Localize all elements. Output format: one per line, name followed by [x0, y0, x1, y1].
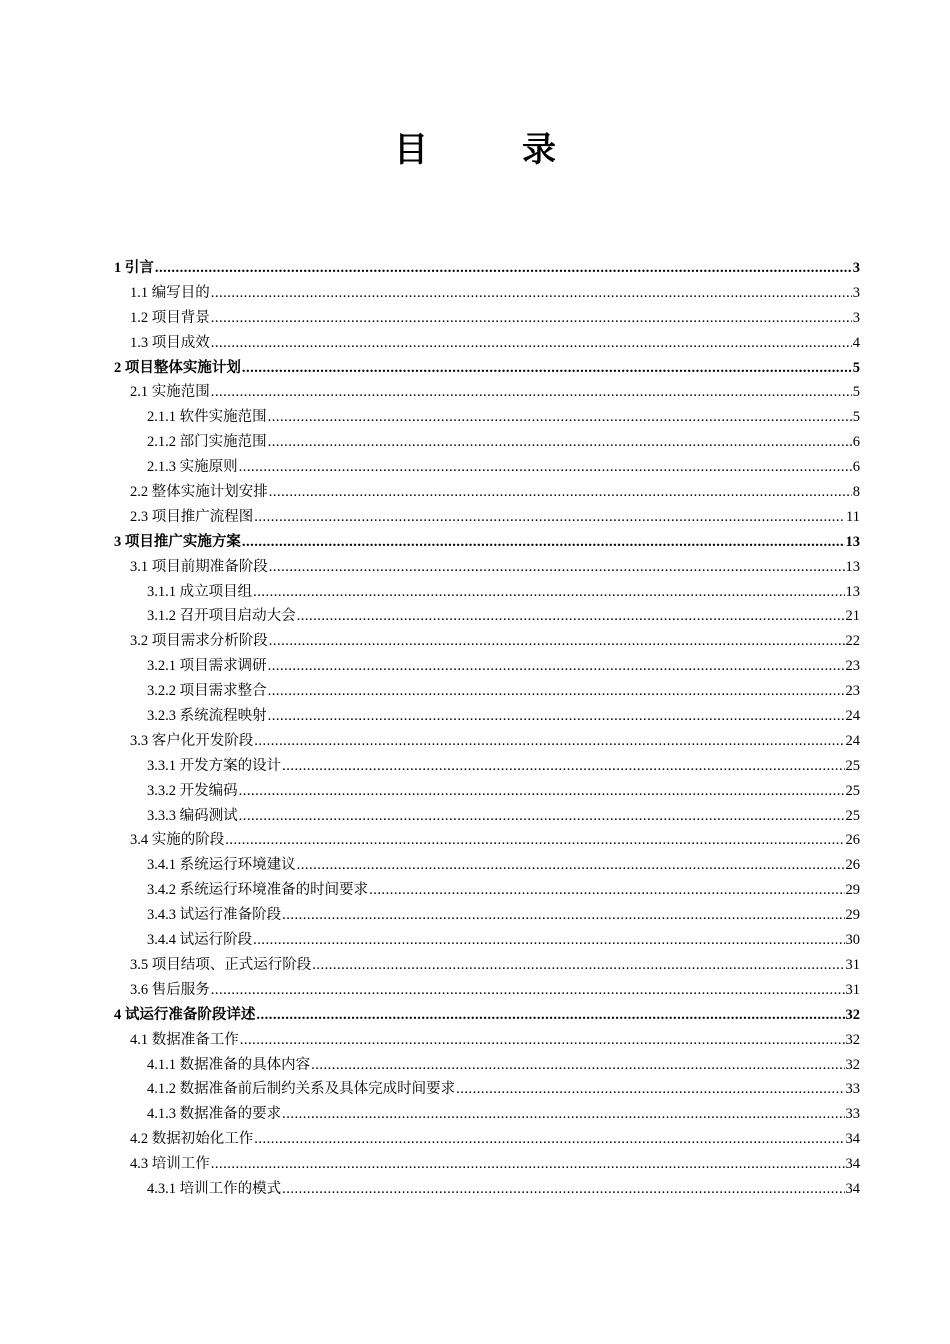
toc-entry[interactable]: [114, 380, 860, 405]
toc-entry-label: 3 项目推广实施方案: [114, 533, 241, 550]
table-of-contents: [114, 256, 860, 1202]
dot-leader: [256, 1003, 844, 1028]
toc-page-number: 5: [852, 409, 860, 426]
toc-entry[interactable]: [114, 978, 860, 1003]
toc-entry-label: 1.2 项目背景: [130, 309, 210, 326]
dot-leader: [211, 978, 845, 1003]
toc-entry[interactable]: [114, 1077, 860, 1102]
toc-entry-label: 2.2 整体实施计划安排: [130, 484, 268, 501]
toc-page-number: 33: [845, 1106, 860, 1123]
toc-entry[interactable]: [114, 1053, 860, 1078]
toc-entry[interactable]: [114, 629, 860, 654]
toc-page-number: 13: [845, 558, 860, 575]
toc-entry[interactable]: [114, 580, 860, 605]
dot-leader: [254, 1127, 844, 1152]
toc-entry[interactable]: [114, 405, 860, 430]
toc-entry[interactable]: [114, 679, 860, 704]
toc-entry-label: 4.1.2 数据准备前后制约关系及具体完成时间要求: [147, 1081, 456, 1098]
dot-leader: [282, 1177, 844, 1202]
toc-entry-label: 2 项目整体实施计划: [114, 359, 241, 376]
toc-entry-label: 3.4.3 试运行准备阶段: [147, 907, 282, 924]
toc-page-number: 31: [845, 956, 860, 973]
dot-leader: [297, 853, 845, 878]
dot-leader: [269, 629, 845, 654]
toc-entry[interactable]: [114, 654, 860, 679]
toc-entry[interactable]: [114, 331, 860, 356]
toc-entry-label: 3.1.1 成立项目组: [147, 583, 253, 600]
toc-page-number: 25: [845, 807, 860, 824]
toc-entry-label: 1.3 项目成效: [130, 334, 210, 351]
toc-entry[interactable]: [114, 505, 860, 530]
toc-page-number: 11: [846, 508, 860, 525]
toc-entry-label: 3.4.4 试运行阶段: [147, 932, 253, 949]
toc-entry-label: 4.1 数据准备工作: [130, 1031, 239, 1048]
toc-page-number: 26: [845, 857, 860, 874]
dot-leader: [297, 604, 845, 629]
toc-page-number: 32: [845, 1006, 860, 1023]
dot-leader: [269, 555, 845, 580]
toc-entry-label: 3.4.1 系统运行环境建议: [147, 857, 296, 874]
toc-page-number: 3: [852, 260, 860, 276]
toc-entry-label: 3.2.1 项目需求调研: [147, 658, 267, 675]
dot-leader: [155, 256, 852, 281]
page-title: 目 录: [394, 132, 586, 169]
toc-page-number: 21: [845, 608, 860, 625]
toc-entry[interactable]: [114, 704, 860, 729]
toc-entry-label: 2.1 实施范围: [130, 384, 210, 401]
dot-leader: [239, 455, 852, 480]
toc-page-number: 3: [852, 309, 860, 326]
dot-leader: [282, 903, 844, 928]
toc-page-number: 24: [845, 708, 860, 725]
dot-leader: [240, 1028, 845, 1053]
toc-entry-label: 1 引言: [114, 260, 154, 276]
dot-leader: [253, 928, 844, 953]
toc-page-number: 23: [845, 658, 860, 675]
toc-page-number: 34: [845, 1131, 860, 1148]
toc-entry[interactable]: [114, 953, 860, 978]
toc-entry-label: 3.4.2 系统运行环境准备的时间要求: [147, 882, 369, 899]
dot-leader: [268, 704, 845, 729]
dot-leader: [211, 1152, 845, 1177]
toc-entry-label: 1.1 编写目的: [130, 284, 210, 301]
toc-entry[interactable]: [114, 853, 860, 878]
toc-page-number: 32: [845, 1056, 860, 1073]
toc-entry[interactable]: [114, 1152, 860, 1177]
toc-page-number: 29: [845, 882, 860, 899]
dot-leader: [242, 356, 852, 381]
toc-page-number: 34: [845, 1156, 860, 1173]
toc-page-number: 31: [845, 981, 860, 998]
toc-entry[interactable]: [114, 281, 860, 306]
toc-page-number: 33: [845, 1081, 860, 1098]
toc-entry-label: 2.3 项目推广流程图: [130, 508, 254, 525]
toc-entry-label: 4.3 培训工作: [130, 1156, 210, 1173]
toc-entry-label: 4.1.3 数据准备的要求: [147, 1106, 282, 1123]
toc-page-number: 25: [845, 782, 860, 799]
toc-entry[interactable]: [114, 480, 860, 505]
toc-page-number: 4: [852, 334, 860, 351]
toc-entry-label: 4.3.1 培训工作的模式: [147, 1180, 282, 1197]
toc-page-number: 26: [845, 832, 860, 849]
toc-entry-label: 3.3 客户化开发阶段: [130, 732, 254, 749]
toc-entry-label: 3.6 售后服务: [130, 981, 210, 998]
toc-entry[interactable]: [114, 828, 860, 853]
toc-entry[interactable]: [114, 256, 860, 281]
dot-leader: [211, 306, 852, 331]
dot-leader: [211, 331, 852, 356]
toc-entry-label: 3.2.2 项目需求整合: [147, 683, 267, 700]
toc-entry[interactable]: [114, 1003, 860, 1028]
dot-leader: [269, 480, 852, 505]
toc-entry-label: 2.1.2 部门实施范围: [147, 434, 267, 451]
toc-page-number: 34: [845, 1180, 860, 1197]
dot-leader: [239, 804, 845, 829]
toc-entry-label: 4.2 数据初始化工作: [130, 1131, 254, 1148]
toc-page-number: 5: [852, 359, 860, 376]
toc-entry-label: 2.1.3 实施原则: [147, 459, 238, 476]
toc-page-number: 6: [852, 434, 860, 451]
toc-entry-label: 3.2 项目需求分析阶段: [130, 633, 268, 650]
dot-leader: [225, 828, 844, 853]
toc-entry[interactable]: [114, 804, 860, 829]
toc-entry[interactable]: [114, 356, 860, 381]
toc-entry[interactable]: [114, 306, 860, 331]
dot-leader: [211, 380, 852, 405]
toc-page-number: 22: [845, 633, 860, 650]
toc-entry[interactable]: [114, 1127, 860, 1152]
toc-page-number: 32: [845, 1031, 860, 1048]
dot-leader: [456, 1077, 844, 1102]
toc-entry-label: 4.1.1 数据准备的具体内容: [147, 1056, 311, 1073]
dot-leader: [242, 530, 845, 555]
toc-entry[interactable]: [114, 754, 860, 779]
toc-entry-label: 3.3.2 开发编码: [147, 782, 238, 799]
toc-page-number: 13: [845, 583, 860, 600]
dot-leader: [268, 430, 852, 455]
dot-leader: [282, 1102, 844, 1127]
toc-entry-label: 2.1.1 软件实施范围: [147, 409, 267, 426]
dot-leader: [369, 878, 844, 903]
dot-leader: [254, 729, 844, 754]
dot-leader: [312, 953, 844, 978]
toc-entry[interactable]: [114, 1177, 860, 1202]
toc-entry-label: 3.1.2 召开项目启动大会: [147, 608, 296, 625]
toc-entry[interactable]: [114, 903, 860, 928]
toc-entry[interactable]: [114, 779, 860, 804]
toc-entry[interactable]: [114, 555, 860, 580]
toc-entry-label: 4 试运行准备阶段详述: [114, 1006, 256, 1023]
toc-entry[interactable]: [114, 729, 860, 754]
toc-entry-label: 3.3.3 编码测试: [147, 807, 238, 824]
toc-page-number: 30: [845, 932, 860, 949]
toc-entry[interactable]: [114, 430, 860, 455]
dot-leader: [211, 281, 852, 306]
toc-entry[interactable]: [114, 530, 860, 555]
toc-entry-label: 3.2.3 系统流程映射: [147, 708, 267, 725]
toc-entry[interactable]: [114, 1028, 860, 1053]
toc-entry[interactable]: [114, 604, 860, 629]
dot-leader: [239, 779, 845, 804]
toc-entry[interactable]: [114, 928, 860, 953]
toc-entry-label: 3.4 实施的阶段: [130, 832, 225, 849]
toc-page-number: 8: [852, 484, 860, 501]
dot-leader: [282, 754, 844, 779]
toc-page-number: 13: [845, 533, 860, 550]
toc-page-number: 6: [852, 459, 860, 476]
toc-entry-label: 3.3.1 开发方案的设计: [147, 757, 282, 774]
toc-page-number: 5: [852, 384, 860, 401]
toc-page-number: 3: [852, 284, 860, 301]
dot-leader: [268, 654, 845, 679]
toc-entry-label: 3.5 项目结项、正式运行阶段: [130, 956, 312, 973]
dot-leader: [253, 580, 844, 605]
toc-page-number: 25: [845, 757, 860, 774]
dot-leader: [268, 405, 852, 430]
dot-leader: [268, 679, 845, 704]
dot-leader: [311, 1053, 844, 1078]
toc-entry[interactable]: [114, 878, 860, 903]
toc-entry-label: 3.1 项目前期准备阶段: [130, 558, 268, 575]
toc-page-number: 24: [845, 732, 860, 749]
toc-page-number: 29: [845, 907, 860, 924]
toc-entry[interactable]: [114, 1102, 860, 1127]
toc-page-number: 23: [845, 683, 860, 700]
dot-leader: [254, 505, 845, 530]
toc-entry[interactable]: [114, 455, 860, 480]
